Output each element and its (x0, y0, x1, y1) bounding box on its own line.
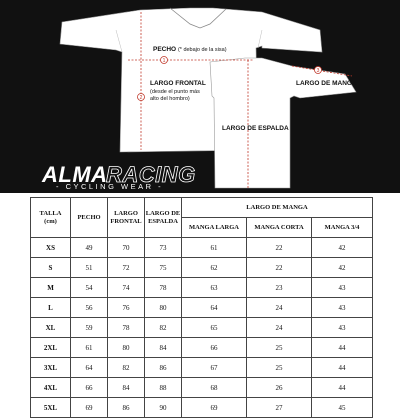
cell-sleeve-34: 42 (312, 238, 373, 258)
cell-back-length: 82 (145, 318, 182, 338)
cell-size: 5XL (31, 398, 71, 418)
cell-front-length: 74 (108, 278, 145, 298)
cell-chest: 69 (71, 398, 108, 418)
logo-subtitle: - CYCLING WEAR - (56, 182, 164, 191)
cell-chest: 61 (71, 338, 108, 358)
cell-chest: 64 (71, 358, 108, 378)
cell-chest: 54 (71, 278, 108, 298)
header-sleeve-long: MANGA LARGA (182, 218, 247, 238)
cell-back-length: 73 (145, 238, 182, 258)
header-front-line1: LARGO (114, 209, 138, 217)
front-length-note-1: (desde el punto más (150, 89, 200, 95)
cell-size: XS (31, 238, 71, 258)
cell-sleeve-long: 68 (182, 378, 247, 398)
cell-front-length: 82 (108, 358, 145, 378)
cell-back-length: 90 (145, 398, 182, 418)
cell-sleeve-long: 63 (182, 278, 247, 298)
cell-back-length: 80 (145, 298, 182, 318)
chest-label-text: PECHO (153, 46, 177, 53)
cell-chest: 49 (71, 238, 108, 258)
cell-sleeve-long: 67 (182, 358, 247, 378)
cell-sleeve-34: 42 (312, 258, 373, 278)
table-row (31, 358, 373, 378)
marker-2-text: 2 (139, 95, 143, 101)
alma-racing-logo (42, 162, 196, 192)
cell-sleeve-short: 25 (247, 358, 312, 378)
cell-back-length: 88 (145, 378, 182, 398)
cell-sleeve-34: 43 (312, 318, 373, 338)
cell-sleeve-34: 43 (312, 298, 373, 318)
cell-sleeve-short: 27 (247, 398, 312, 418)
header-back-line2: ESPALDA (148, 217, 178, 225)
cell-size: 3XL (31, 358, 71, 378)
cell-front-length: 86 (108, 398, 145, 418)
cell-front-length: 84 (108, 378, 145, 398)
header-size-line2: (cm) (44, 217, 57, 225)
cell-sleeve-short: 22 (247, 258, 312, 278)
back-length-label: LARGO DE ESPALDA (222, 125, 289, 132)
cell-sleeve-long: 66 (182, 338, 247, 358)
cell-sleeve-long: 61 (182, 238, 247, 258)
logo-alma-text: ALMA (42, 162, 108, 187)
marker-1-text: 1 (162, 58, 166, 64)
header-front-line2: FRONTAL (110, 217, 142, 225)
cell-chest: 59 (71, 318, 108, 338)
size-table (30, 197, 373, 418)
table-row (31, 318, 373, 338)
cell-front-length: 78 (108, 318, 145, 338)
cell-sleeve-34: 44 (312, 358, 373, 378)
cell-size: S (31, 258, 71, 278)
table-row (31, 398, 373, 418)
header-size-line1: TALLA (39, 209, 62, 217)
table-row (31, 338, 373, 358)
cell-sleeve-long: 62 (182, 258, 247, 278)
size-table-body (31, 238, 373, 418)
header-sleeve-34: MANGA 3/4 (312, 218, 373, 238)
cell-front-length: 70 (108, 238, 145, 258)
cell-sleeve-34: 45 (312, 398, 373, 418)
cell-size: XL (31, 318, 71, 338)
logo-racing-text: RACING (106, 162, 196, 187)
chest-label (153, 46, 227, 53)
cell-size: 4XL (31, 378, 71, 398)
cell-sleeve-34: 43 (312, 278, 373, 298)
table-row (31, 278, 373, 298)
cell-back-length: 86 (145, 358, 182, 378)
table-row (31, 298, 373, 318)
chest-note-text: (* debajo de la sisa) (177, 47, 227, 53)
header-chest: PECHO (71, 198, 108, 238)
table-header-row (31, 198, 373, 218)
header-sleeve-group: LARGO DE MANGA (182, 198, 373, 218)
cell-sleeve-34: 44 (312, 378, 373, 398)
cell-back-length: 75 (145, 258, 182, 278)
cell-back-length: 78 (145, 278, 182, 298)
cell-size: L (31, 298, 71, 318)
cell-chest: 66 (71, 378, 108, 398)
cell-sleeve-short: 22 (247, 238, 312, 258)
front-length-note-2: alto del hombro) (150, 96, 190, 102)
front-length-label: LARGO FRONTAL (150, 80, 206, 87)
cell-front-length: 80 (108, 338, 145, 358)
header-sleeve-short: MANGA CORTA (247, 218, 312, 238)
header-front-length (108, 198, 145, 238)
table-row (31, 238, 373, 258)
back-jersey-shape (210, 58, 356, 188)
header-size (31, 198, 71, 238)
marker-3-text: 3 (316, 68, 320, 74)
cell-sleeve-short: 24 (247, 298, 312, 318)
cell-sleeve-short: 25 (247, 338, 312, 358)
cell-sleeve-long: 69 (182, 398, 247, 418)
cell-size: 2XL (31, 338, 71, 358)
cell-chest: 51 (71, 258, 108, 278)
cell-back-length: 84 (145, 338, 182, 358)
cell-sleeve-short: 23 (247, 278, 312, 298)
cell-sleeve-long: 65 (182, 318, 247, 338)
cell-front-length: 72 (108, 258, 145, 278)
cell-sleeve-short: 26 (247, 378, 312, 398)
header-back-line1: LARGO DE (145, 209, 181, 217)
header-back-length (145, 198, 182, 238)
cell-sleeve-34: 44 (312, 338, 373, 358)
cell-size: M (31, 278, 71, 298)
jersey-diagram-panel (0, 0, 400, 193)
cell-chest: 56 (71, 298, 108, 318)
table-row (31, 378, 373, 398)
cell-sleeve-short: 24 (247, 318, 312, 338)
cell-sleeve-long: 64 (182, 298, 247, 318)
table-row (31, 258, 373, 278)
sleeve-length-label: LARGO DE MANGA (296, 80, 357, 87)
cell-front-length: 76 (108, 298, 145, 318)
